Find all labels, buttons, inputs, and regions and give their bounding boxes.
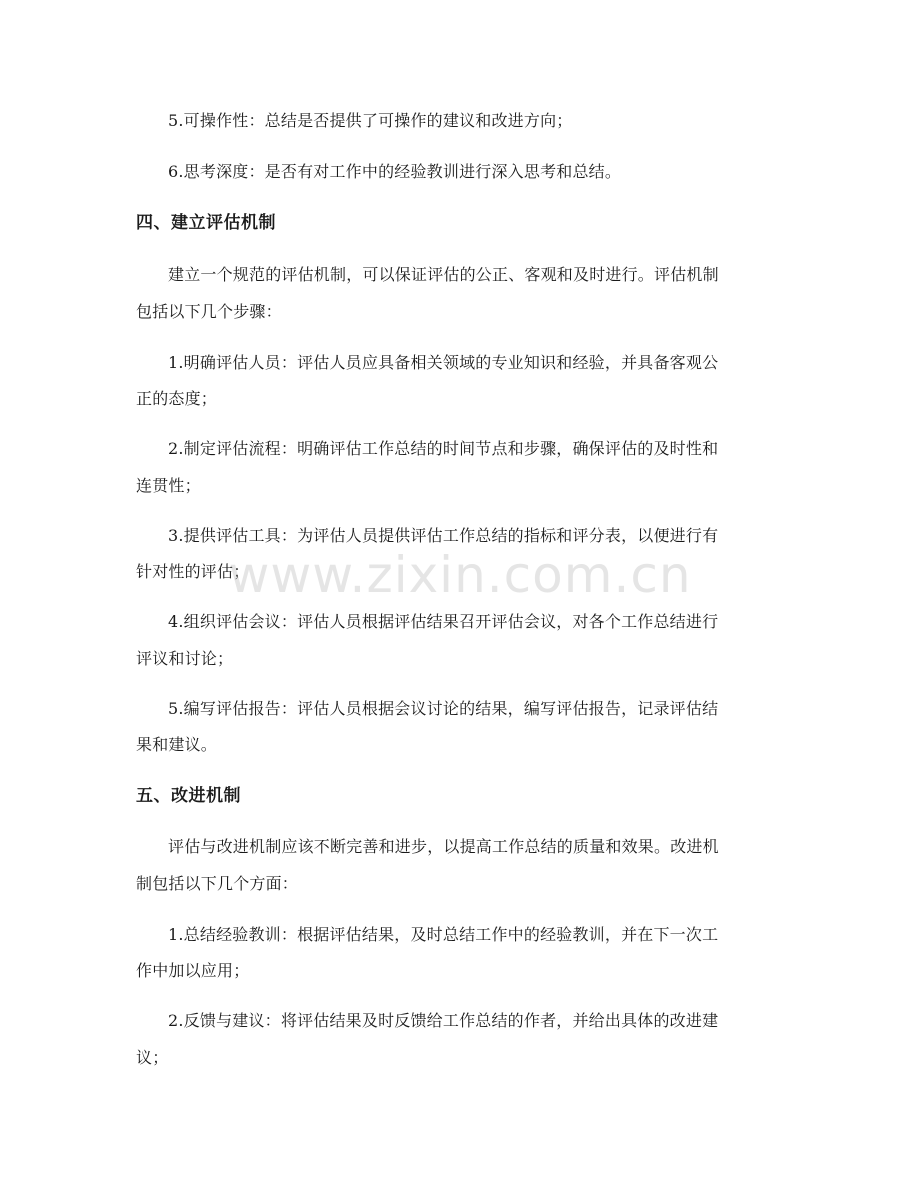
- watermark-text: www.zixin.com.cn: [228, 546, 692, 604]
- paragraph-line: 建立一个规范的评估机制，可以保证评估的公正、客观和及时进行。评估机制: [168, 265, 719, 284]
- list-item-continuation: 果和建议。: [136, 735, 218, 754]
- list-item-continuation: 议；: [136, 1048, 169, 1067]
- list-item-continuation: 正的态度；: [136, 389, 218, 408]
- list-item-continuation: 连贯性；: [136, 476, 201, 495]
- list-item: 4.组织评估会议：评估人员根据评估结果召开评估会议，对各个工作总结进行: [168, 612, 719, 631]
- list-item: 3.提供评估工具：为评估人员提供评估工作总结的指标和评分表，以便进行有: [168, 526, 719, 545]
- list-item: 1.明确评估人员：评估人员应具备相关领域的专业知识和经验，并具备客观公: [168, 353, 719, 372]
- section-heading: 四、建立评估机制: [136, 213, 276, 233]
- list-item: 2.制定评估流程：明确评估工作总结的时间节点和步骤，确保评估的及时性和: [168, 439, 719, 458]
- section-heading: 五、改进机制: [136, 786, 241, 806]
- list-item-continuation: 评议和讨论；: [136, 649, 234, 668]
- list-item: 6.思考深度：是否有对工作中的经验教训进行深入思考和总结。: [168, 162, 622, 181]
- list-item: 5.编写评估报告：评估人员根据会议讨论的结果，编写评估报告，记录评估结: [168, 699, 719, 718]
- list-item-continuation: 作中加以应用；: [136, 961, 250, 980]
- list-item-continuation: 针对性的评估；: [136, 562, 250, 581]
- paragraph-line: 制包括以下几个方面：: [136, 874, 299, 893]
- paragraph-line: 评估与改进机制应该不断完善和进步，以提高工作总结的质量和效果。改进机: [168, 837, 719, 856]
- list-item: 2.反馈与建议：将评估结果及时反馈给工作总结的作者，并给出具体的改进建: [168, 1011, 719, 1030]
- list-item: 5.可操作性：总结是否提供了可操作的建议和改进方向；: [168, 111, 573, 130]
- paragraph-line: 包括以下几个步骤：: [136, 302, 282, 321]
- list-item: 1.总结经验教训：根据评估结果，及时总结工作中的经验教训，并在下一次工: [168, 925, 719, 944]
